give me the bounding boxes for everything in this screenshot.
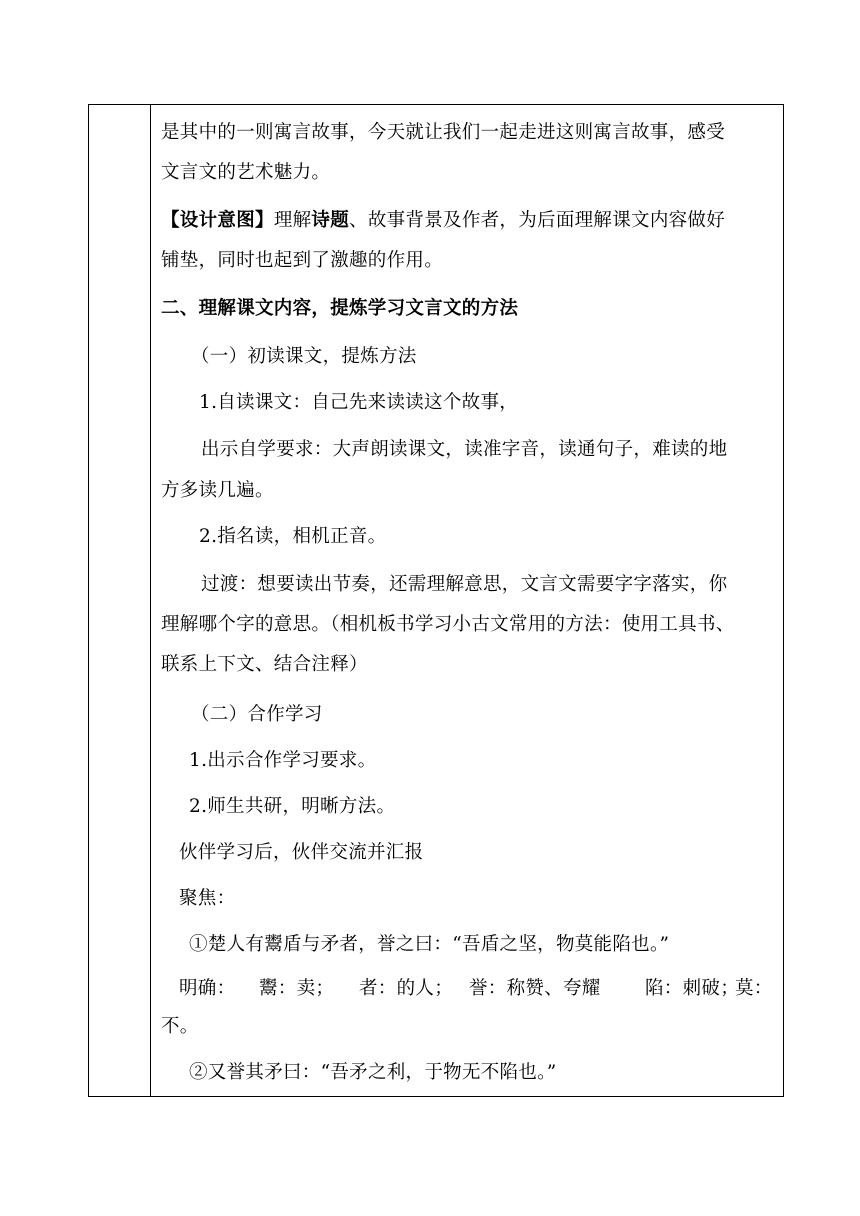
paragraph-line: 文言文的艺术魅力。 <box>161 162 331 183</box>
design-intent-line <box>161 209 725 233</box>
paragraph-line: 不。 <box>161 1016 199 1037</box>
text-fragment: 、故事背景及作者，为后面理解课文内容做好 <box>349 210 726 231</box>
list-item: 1.自读课文：自己先来读读这个故事， <box>199 392 519 413</box>
bold-keyword: 诗题 <box>311 210 350 231</box>
list-item: 2.指名读，相机正音。 <box>199 526 387 547</box>
section-heading: 二、理解课文内容，提炼学习文言文的方法 <box>161 298 519 319</box>
list-item: 2.师生共研，明晰方法。 <box>189 796 396 817</box>
definition-item: 陷：刺破； <box>645 978 740 999</box>
paragraph-line: 聚焦： <box>179 888 236 909</box>
column-divider <box>150 105 151 1096</box>
quote-line: ②又誉其矛曰：“吾矛之利，于物无不陷也。” <box>189 1062 557 1083</box>
paragraph-line: 理解哪个字的意思。（相机板书学习小古文常用的方法：使用工具书、 <box>161 614 735 635</box>
paragraph-line: 出示自学要求：大声朗读课文，读准字音，读通句子，难读的地 <box>201 439 728 460</box>
definition-label: 明确： <box>179 978 236 999</box>
lesson-table <box>88 104 784 1097</box>
subsection-heading: （二）合作学习 <box>191 704 323 725</box>
definition-line <box>161 977 773 1001</box>
design-intent-label: 【设计意图】 <box>161 210 274 231</box>
definition-item: 莫： <box>735 978 773 999</box>
definition-item: 者：的人； <box>359 978 454 999</box>
paragraph-line: 铺垫，同时也起到了激趣的作用。 <box>161 250 444 271</box>
paragraph-line: 是其中的一则寓言故事，今天就让我们一起走进这则寓言故事，感受 <box>161 122 726 143</box>
paragraph-line: 伙伴学习后，伙伴交流并汇报 <box>179 842 424 863</box>
paragraph-line: 联系上下文、结合注释） <box>161 654 368 675</box>
paragraph-line: 过渡：想要读出节奏，还需理解意思，文言文需要字字落实，你 <box>201 574 728 595</box>
definition-item: 誉：称赞、夸耀 <box>469 978 601 999</box>
subsection-heading: （一）初读课文，提炼方法 <box>191 346 417 367</box>
list-item: 1.出示合作学习要求。 <box>189 750 377 771</box>
definition-item: 鬻：卖； <box>259 978 335 999</box>
quote-line: ①楚人有鬻盾与矛者，誉之曰：“吾盾之坚，物莫能陷也。” <box>189 934 670 955</box>
paragraph-line: 方多读几遍。 <box>161 480 274 501</box>
text-fragment: 理解 <box>273 210 312 231</box>
